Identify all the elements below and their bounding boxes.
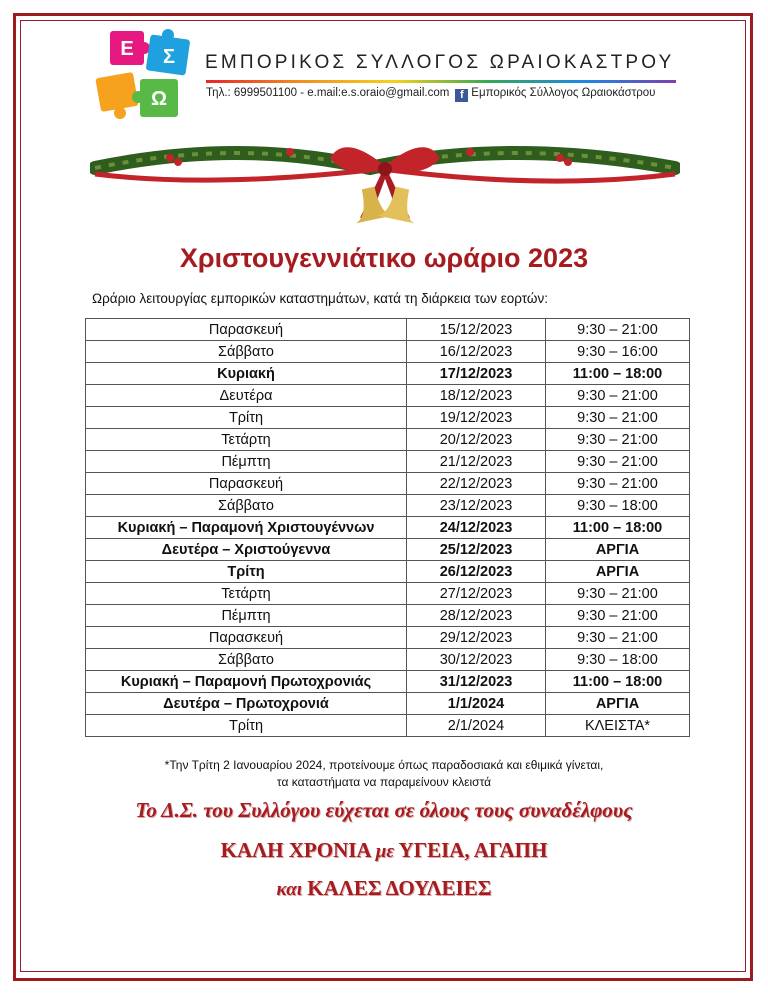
hours-cell: 9:30 – 21:00 <box>546 605 690 627</box>
wishes-line-1: Το Δ.Σ. του Συλλόγου εύχεται σε όλους τους συναδέλφους <box>135 798 633 822</box>
footnote-line-1: *Την Τρίτη 2 Ιανουαρίου 2024, προτείνουμε όπως παραδοσιακά και εθιμικά γίνεται, <box>164 758 604 772</box>
date-cell: 15/12/2023 <box>407 319 546 341</box>
rainbow-divider <box>206 80 676 83</box>
day-cell: Σάββατο <box>86 649 407 671</box>
day-cell: Πέμπτη <box>86 451 407 473</box>
day-cell: Τρίτη <box>86 407 407 429</box>
table-row <box>86 539 690 561</box>
table-row <box>86 649 690 671</box>
facebook-name: Εμπορικός Σύλλογος Ωραιοκάστρου <box>471 87 656 99</box>
date-cell: 28/12/2023 <box>407 605 546 627</box>
hours-cell: 9:30 – 21:00 <box>546 319 690 341</box>
hours-cell: 9:30 – 18:00 <box>546 495 690 517</box>
schedule-table <box>85 318 690 737</box>
table-row <box>86 715 690 737</box>
table-row <box>86 319 690 341</box>
hours-cell: 9:30 – 21:00 <box>546 407 690 429</box>
logo-letter-o: Ω <box>150 88 168 110</box>
hours-cell: 9:30 – 21:00 <box>546 627 690 649</box>
footnote-line-2: τα καταστήματα να παραμείνουν κλειστά <box>276 775 492 789</box>
contact-row <box>206 87 686 102</box>
table-row <box>86 407 690 429</box>
facebook-icon: f <box>455 89 468 102</box>
day-cell: Παρασκευή <box>86 627 407 649</box>
table-row <box>86 693 690 715</box>
day-cell: Κυριακή – Παραμονή Χριστουγέννων <box>86 517 407 539</box>
hours-cell: 11:00 – 18:00 <box>546 517 690 539</box>
table-row <box>86 627 690 649</box>
wishes-with: με <box>375 841 395 862</box>
organization-name: ΕΜΠΟΡΙΚΟΣ ΣΥΛΛΟΓΟΣ ΩΡΑΙΟΚΑΣΤΡΟΥ <box>205 52 675 73</box>
hours-cell: ΑΡΓΙΑ <box>546 693 690 715</box>
table-row <box>86 561 690 583</box>
table-row <box>86 451 690 473</box>
table-row <box>86 473 690 495</box>
hours-cell: 11:00 – 18:00 <box>546 671 690 693</box>
table-row <box>86 583 690 605</box>
day-cell: Πέμπτη <box>86 605 407 627</box>
date-cell: 23/12/2023 <box>407 495 546 517</box>
intro-text: Ωράριο λειτουργίας εμπορικών καταστημάτων, κατά τη διάρκεια των εορτών: <box>92 291 548 306</box>
date-cell: 22/12/2023 <box>407 473 546 495</box>
wishes-health-love: ΥΓΕΙΑ, ΑΓΑΠΗ <box>398 838 548 862</box>
puzzle-piece-orange <box>95 72 138 112</box>
table-row <box>86 429 690 451</box>
day-cell: Παρασκευή <box>86 473 407 495</box>
date-cell: 24/12/2023 <box>407 517 546 539</box>
hours-cell: 9:30 – 21:00 <box>546 451 690 473</box>
date-cell: 20/12/2023 <box>407 429 546 451</box>
table-row <box>86 495 690 517</box>
date-cell: 29/12/2023 <box>407 627 546 649</box>
christmas-garland-icon <box>90 128 680 238</box>
hours-cell: 11:00 – 18:00 <box>546 363 690 385</box>
logo-letter-e: Ε <box>120 38 134 60</box>
hours-cell: 9:30 – 21:00 <box>546 473 690 495</box>
wishes-happy-new-year: ΚΑΛΗ ΧΡΟΝΙΑ <box>220 838 371 862</box>
table-row <box>86 385 690 407</box>
wishes-line-2 <box>0 838 768 863</box>
day-cell: Δευτέρα <box>86 385 407 407</box>
hours-cell: 9:30 – 21:00 <box>546 583 690 605</box>
day-cell: Τρίτη <box>86 561 407 583</box>
date-cell: 2/1/2024 <box>407 715 546 737</box>
date-cell: 18/12/2023 <box>407 385 546 407</box>
table-row <box>86 363 690 385</box>
day-cell: Τετάρτη <box>86 583 407 605</box>
day-cell: Κυριακή <box>86 363 407 385</box>
day-cell: Τετάρτη <box>86 429 407 451</box>
hours-cell: ΑΡΓΙΑ <box>546 539 690 561</box>
date-cell: 30/12/2023 <box>407 649 546 671</box>
footnote <box>0 757 768 791</box>
wishes-good-business: ΚΑΛΕΣ ΔΟΥΛΕΙΕΣ <box>307 876 492 900</box>
date-cell: 17/12/2023 <box>407 363 546 385</box>
table-row <box>86 341 690 363</box>
contact-text: Τηλ.: 6999501100 - e.mail:e.s.oraio@gmail.com <box>206 87 450 99</box>
hours-cell: ΚΛΕΙΣΤΑ* <box>546 715 690 737</box>
day-cell: Δευτέρα – Χριστούγεννα <box>86 539 407 561</box>
wishes-line-3 <box>0 876 768 901</box>
hours-cell: ΑΡΓΙΑ <box>546 561 690 583</box>
hours-cell: 9:30 – 16:00 <box>546 341 690 363</box>
hours-cell: 9:30 – 21:00 <box>546 385 690 407</box>
date-cell: 31/12/2023 <box>407 671 546 693</box>
hours-cell: 9:30 – 18:00 <box>546 649 690 671</box>
day-cell: Σάββατο <box>86 495 407 517</box>
date-cell: 21/12/2023 <box>407 451 546 473</box>
table-row <box>86 671 690 693</box>
date-cell: 19/12/2023 <box>407 407 546 429</box>
day-cell: Παρασκευή <box>86 319 407 341</box>
day-cell: Κυριακή – Παραμονή Πρωτοχρονιάς <box>86 671 407 693</box>
day-cell: Σάββατο <box>86 341 407 363</box>
logo-letter-s: Σ <box>162 46 176 68</box>
date-cell: 25/12/2023 <box>407 539 546 561</box>
table-row <box>86 517 690 539</box>
date-cell: 1/1/2024 <box>407 693 546 715</box>
page-title: Χριστουγεννιάτικο ωράριο 2023 <box>179 243 589 273</box>
wishes-and: και <box>276 879 303 900</box>
puzzle-logo-icon <box>92 25 202 135</box>
date-cell: 16/12/2023 <box>407 341 546 363</box>
hours-cell: 9:30 – 21:00 <box>546 429 690 451</box>
table-row <box>86 605 690 627</box>
date-cell: 27/12/2023 <box>407 583 546 605</box>
day-cell: Δευτέρα – Πρωτοχρονιά <box>86 693 407 715</box>
day-cell: Τρίτη <box>86 715 407 737</box>
date-cell: 26/12/2023 <box>407 561 546 583</box>
